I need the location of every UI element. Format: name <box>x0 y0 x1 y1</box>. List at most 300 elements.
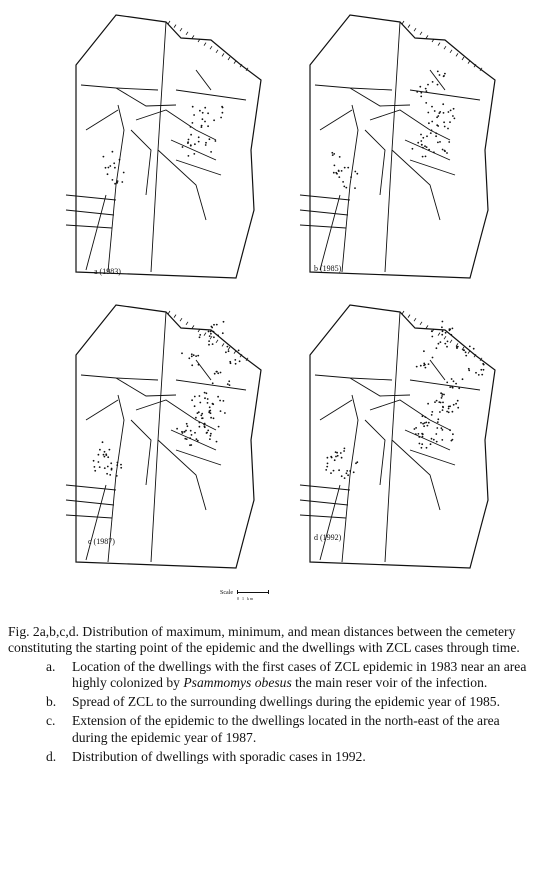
coast-hatch <box>420 32 422 35</box>
dwelling-dot <box>449 328 451 330</box>
coast-hatch <box>450 340 452 343</box>
dwelling-dot <box>450 110 452 112</box>
road-line <box>315 375 392 380</box>
dwelling-dot <box>109 449 111 451</box>
dwelling-dot <box>199 426 201 428</box>
dwelling-dot <box>197 440 199 442</box>
coast-hatch <box>234 351 236 354</box>
dwelling-dot <box>230 362 232 364</box>
road-line <box>370 400 450 430</box>
dwelling-dot <box>222 107 224 109</box>
dwelling-dot <box>422 415 424 417</box>
dwelling-dot <box>468 370 470 372</box>
dwelling-dot <box>109 165 111 167</box>
dwelling-dot <box>436 347 438 349</box>
dwelling-dot <box>448 141 450 143</box>
road-line <box>315 85 392 90</box>
dwelling-dot <box>176 428 178 430</box>
dwelling-dot <box>208 340 210 342</box>
road-line <box>66 515 112 518</box>
dwelling-dot <box>354 187 356 189</box>
dwelling-dot <box>201 413 203 415</box>
dwelling-dot <box>337 455 339 457</box>
dwelling-dot <box>432 357 434 359</box>
road-line <box>300 225 346 228</box>
dwelling-dot <box>431 414 433 416</box>
dwelling-dot <box>431 411 433 413</box>
dwelling-dot <box>483 364 485 366</box>
dwelling-dot <box>431 330 433 332</box>
dwelling-dot <box>192 106 194 108</box>
map-c-svg <box>46 300 276 575</box>
dwelling-dot <box>192 122 194 124</box>
dwelling-dot <box>224 412 226 414</box>
dwelling-dot <box>209 335 211 337</box>
dwelling-dot <box>327 463 329 465</box>
dwelling-dot <box>454 118 456 120</box>
map-a-svg <box>46 10 276 285</box>
dwelling-dot <box>214 373 216 375</box>
coast-hatch <box>414 318 416 321</box>
dwelling-dot <box>421 433 423 435</box>
dwelling-dot <box>182 432 184 434</box>
dwelling-dot <box>212 343 214 345</box>
dwelling-dot <box>191 356 193 358</box>
dwelling-dot <box>350 176 352 178</box>
coast-hatch <box>444 46 446 49</box>
dwelling-dot <box>209 406 211 408</box>
dwelling-dot <box>421 447 423 449</box>
dwelling-dot <box>434 110 436 112</box>
dwelling-dot <box>193 114 195 116</box>
dwelling-dot <box>449 121 451 123</box>
coast-hatch <box>468 351 470 354</box>
scale-bar-graphic <box>237 590 269 601</box>
dwelling-dot <box>331 152 333 154</box>
caption-list <box>8 659 530 766</box>
map-outline <box>76 15 261 278</box>
dwelling-dot <box>440 392 442 394</box>
dwelling-dot <box>114 183 116 185</box>
dwelling-dot <box>356 461 358 463</box>
dwelling-dot <box>422 147 424 149</box>
dwelling-dot <box>412 148 414 150</box>
road-line <box>108 105 124 272</box>
dwelling-dot <box>187 141 189 143</box>
caption-item-d <box>8 749 530 765</box>
dwelling-dot <box>220 410 222 412</box>
road-line <box>86 110 118 130</box>
panel-label-a: a (1983) <box>94 267 121 276</box>
dwelling-dot <box>220 372 222 374</box>
dwelling-dot <box>198 364 200 366</box>
road-line <box>410 380 480 390</box>
dwelling-dot <box>195 417 197 419</box>
dwelling-dot <box>207 112 209 114</box>
dwelling-dot <box>220 117 222 119</box>
dwelling-dot <box>222 332 224 334</box>
dwelling-dot <box>204 121 206 123</box>
dwelling-dot <box>229 384 231 386</box>
dwelling-dot <box>208 412 210 414</box>
dwelling-dot <box>227 383 229 385</box>
dwelling-dot <box>211 326 213 328</box>
dwelling-dot <box>335 172 337 174</box>
map-outline <box>76 305 261 568</box>
dwelling-dot <box>420 422 422 424</box>
dwelling-dot <box>432 81 434 83</box>
dwelling-dot <box>451 378 453 380</box>
road-line <box>430 70 445 90</box>
dwelling-dot <box>439 141 441 143</box>
road-line <box>300 210 348 215</box>
road-line <box>66 485 116 490</box>
dwelling-dot <box>210 417 212 419</box>
dwelling-dot <box>213 336 215 338</box>
dwelling-dot <box>431 336 433 338</box>
coast-hatch <box>402 21 404 24</box>
caption-item-marker: a. <box>46 658 56 674</box>
coast-hatch <box>420 322 422 325</box>
dwelling-dot <box>423 350 425 352</box>
dwelling-dot <box>345 187 347 189</box>
dwelling-dot <box>235 363 237 365</box>
caption-item-a <box>8 659 530 692</box>
dwelling-dot <box>442 429 444 431</box>
dwelling-dot <box>452 115 454 117</box>
dwelling-dot <box>335 451 337 453</box>
dwelling-dot <box>109 474 111 476</box>
dwelling-dot <box>431 438 433 440</box>
dwelling-dot <box>430 132 432 134</box>
dwelling-dot <box>199 334 201 336</box>
dwelling-dot <box>190 145 192 147</box>
dwelling-dot <box>426 447 428 449</box>
dwelling-dot <box>443 394 445 396</box>
dwelling-dot <box>427 112 429 114</box>
dwelling-dot <box>204 392 206 394</box>
road-line <box>151 312 166 562</box>
dwelling-dot <box>116 475 118 477</box>
dwelling-dot <box>205 144 207 146</box>
panel-label-c: c (1987) <box>88 537 115 546</box>
dwelling-dot <box>94 466 96 468</box>
road-line <box>116 88 176 106</box>
dwelling-dot <box>453 404 455 406</box>
dwelling-dot <box>431 129 433 131</box>
dwelling-dot <box>198 411 200 413</box>
dwelling-dot <box>102 441 104 443</box>
dwelling-dot <box>107 466 109 468</box>
dwelling-dot <box>343 450 345 452</box>
dwelling-dot <box>93 460 95 462</box>
dwelling-dot <box>341 170 343 172</box>
dwelling-dot <box>201 125 203 127</box>
dwelling-dot <box>456 347 458 349</box>
dwelling-dot <box>104 456 106 458</box>
road-line <box>176 380 246 390</box>
road-line <box>392 150 440 220</box>
dwelling-dot <box>107 456 109 458</box>
dwelling-dot <box>465 355 467 357</box>
dwelling-dot <box>341 475 343 477</box>
dwelling-dot <box>452 387 454 389</box>
dwelling-dot <box>209 438 211 440</box>
dwelling-dot <box>415 433 417 435</box>
dwelling-dot <box>443 75 445 77</box>
dwelling-dot <box>194 432 196 434</box>
dwelling-dot <box>104 451 106 453</box>
dwelling-dot <box>216 371 218 373</box>
coast-hatch <box>402 311 404 314</box>
dwelling-dot <box>191 434 193 436</box>
coast-hatch <box>444 336 446 339</box>
dwelling-dot <box>480 369 482 371</box>
dwelling-dot <box>188 155 190 157</box>
dwelling-dot <box>99 449 101 451</box>
dwelling-dot <box>207 430 209 432</box>
dwelling-dot <box>437 418 439 420</box>
dwelling-dot <box>426 135 428 137</box>
dwelling-dot <box>99 466 101 468</box>
dwelling-dot <box>469 346 471 348</box>
dwelling-dot <box>442 321 444 323</box>
dwelling-dot <box>216 324 218 326</box>
coast-hatch <box>408 25 410 28</box>
dwelling-dot <box>419 86 421 88</box>
coast-hatch <box>168 311 170 314</box>
dwelling-dot <box>196 438 198 440</box>
road-line <box>385 312 400 562</box>
dwelling-dot <box>199 395 201 397</box>
dwelling-dot <box>227 346 229 348</box>
dwelling-dot <box>117 180 119 182</box>
dwelling-dot <box>206 432 208 434</box>
road-line <box>66 500 114 505</box>
road-line <box>171 430 216 450</box>
dwelling-dot <box>330 472 332 474</box>
road-line <box>131 420 151 485</box>
dwelling-dot <box>436 441 438 443</box>
dwelling-dot <box>439 411 441 413</box>
coast-hatch <box>210 46 212 49</box>
dwelling-dot <box>423 363 425 365</box>
panel-label-d: d (1992) <box>314 533 342 542</box>
road-line <box>350 378 410 396</box>
dwelling-dot <box>419 443 421 445</box>
dwelling-dot <box>210 333 212 335</box>
road-line <box>81 375 158 380</box>
dwelling-dot <box>481 374 483 376</box>
coast-hatch <box>204 43 206 46</box>
map-panel-b <box>280 10 510 285</box>
dwelling-dot <box>433 439 435 441</box>
dwelling-dot <box>421 144 423 146</box>
dwelling-dot <box>340 452 342 454</box>
road-line <box>320 195 340 270</box>
dwelling-dot <box>346 470 348 472</box>
dwelling-dot <box>98 461 100 463</box>
dwelling-dot <box>123 172 125 174</box>
dwelling-dot <box>425 102 427 104</box>
caption-item-b <box>8 694 530 710</box>
dwelling-dot <box>446 152 448 154</box>
dwelling-dot <box>435 132 437 134</box>
dwelling-dot <box>110 462 112 464</box>
caption-item-text-after: the main reser voir of the infection. <box>291 674 488 690</box>
caption-item-marker: d. <box>46 749 57 765</box>
dwelling-dot <box>325 469 327 471</box>
map-panel-c <box>46 300 276 575</box>
dwelling-dot <box>200 415 202 417</box>
caption-item-marker: c. <box>46 713 56 729</box>
dwelling-dot <box>218 426 220 428</box>
dwelling-dot <box>194 396 196 398</box>
dwelling-dot <box>197 355 199 357</box>
dwelling-dot <box>339 156 341 158</box>
road-line <box>136 110 216 140</box>
dwelling-dot <box>426 146 428 148</box>
dwelling-dot <box>455 403 457 405</box>
dwelling-dot <box>425 422 427 424</box>
dwelling-dot <box>223 400 225 402</box>
dwelling-dot <box>194 405 196 407</box>
dwelling-dot <box>208 331 210 333</box>
coast-hatch <box>222 343 224 346</box>
dwelling-dot <box>462 378 464 380</box>
road-line <box>66 210 114 215</box>
dwelling-dot <box>191 353 193 355</box>
coast-hatch <box>228 347 230 350</box>
dwelling-dot <box>425 416 427 418</box>
dwelling-dot <box>333 153 335 155</box>
road-line <box>81 85 158 90</box>
dwelling-dot <box>455 383 457 385</box>
dwelling-dot <box>441 397 443 399</box>
dwelling-dot <box>425 88 427 90</box>
dwelling-dot <box>116 182 118 184</box>
dwelling-dot <box>442 149 444 151</box>
dwelling-dot <box>424 145 426 147</box>
dwelling-dot <box>452 433 454 435</box>
panel-label-b: b (1985) <box>314 264 342 273</box>
coast-hatch <box>468 61 470 64</box>
dwelling-dot <box>349 470 351 472</box>
dwelling-dot <box>431 106 433 108</box>
dwelling-dot <box>238 350 240 352</box>
dwelling-dot <box>344 448 346 450</box>
dwelling-dot <box>215 140 217 142</box>
road-line <box>430 360 445 380</box>
road-line <box>171 140 216 160</box>
dwelling-dot <box>436 427 438 429</box>
dwelling-dot <box>112 179 114 181</box>
dwelling-dot <box>190 430 192 432</box>
dwelling-dot <box>334 459 336 461</box>
dwelling-dot <box>112 151 114 153</box>
road-line <box>66 225 112 228</box>
dwelling-dot <box>483 369 485 371</box>
dwelling-dot <box>431 121 433 123</box>
dwelling-dot <box>346 472 348 474</box>
dwelling-dot <box>442 330 444 332</box>
road-line <box>86 400 118 420</box>
dwelling-dot <box>207 402 209 404</box>
dwelling-dot <box>438 401 440 403</box>
dwelling-dot <box>104 467 106 469</box>
dwelling-dot <box>458 387 460 389</box>
road-line <box>365 130 385 195</box>
road-line <box>300 500 348 505</box>
dwelling-dot <box>193 354 195 356</box>
dwelling-dot <box>190 134 192 136</box>
road-line <box>116 378 176 396</box>
dwelling-dot <box>202 417 204 419</box>
dwelling-dot <box>199 402 201 404</box>
dwelling-dot <box>443 112 445 114</box>
dwelling-dot <box>452 328 454 330</box>
dwelling-dot <box>457 400 459 402</box>
dwelling-dot <box>448 111 450 113</box>
dwelling-dot <box>213 331 215 333</box>
coast-hatch <box>174 25 176 28</box>
dwelling-dot <box>414 428 416 430</box>
dwelling-dot <box>228 380 230 382</box>
coast-hatch <box>234 61 236 64</box>
dwelling-dot <box>449 405 451 407</box>
dwelling-dot <box>202 112 204 114</box>
road-line <box>176 90 246 100</box>
dwelling-dot <box>330 456 332 458</box>
dwelling-dot <box>338 176 340 178</box>
dwelling-dot <box>189 437 191 439</box>
dwelling-dot <box>437 142 439 144</box>
dwelling-dot <box>338 170 340 172</box>
road-line <box>350 88 410 106</box>
coast-hatch <box>456 53 458 56</box>
dwelling-dot <box>442 103 444 105</box>
dwelling-dot <box>422 423 424 425</box>
dwelling-dot <box>189 444 191 446</box>
dwelling-dot <box>418 433 420 435</box>
dwelling-dot <box>191 399 193 401</box>
dwelling-dot <box>181 352 183 354</box>
dwelling-dot <box>415 427 417 429</box>
dwelling-dot <box>223 321 225 323</box>
dwelling-dot <box>344 477 346 479</box>
dwelling-dot <box>442 409 444 411</box>
road-line <box>86 195 106 270</box>
coast-hatch <box>180 318 182 321</box>
dwelling-dot <box>202 118 204 120</box>
road-line <box>300 195 350 200</box>
dwelling-dot <box>478 374 480 376</box>
dwelling-dot <box>425 156 427 158</box>
dwelling-dot <box>448 408 450 410</box>
dwelling-dot <box>449 386 451 388</box>
dwelling-dot <box>234 359 236 361</box>
dwelling-dot <box>103 454 105 456</box>
dwelling-dot <box>342 181 344 183</box>
dwelling-dot <box>210 433 212 435</box>
coast-hatch <box>216 340 218 343</box>
dwelling-dot <box>333 172 335 174</box>
scale-ticks: 0 1 km <box>237 596 255 601</box>
scale-label: Scale <box>220 590 233 596</box>
coast-hatch <box>450 50 452 53</box>
dwelling-dot <box>450 334 452 336</box>
dwelling-dot <box>428 122 430 124</box>
